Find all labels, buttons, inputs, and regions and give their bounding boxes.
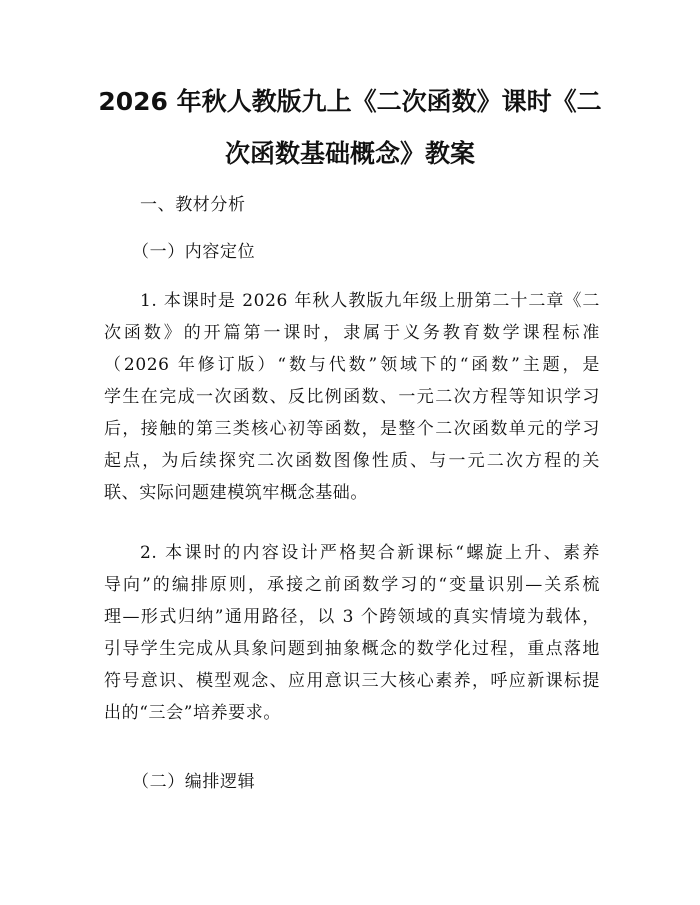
paragraph-line: 导向”的编排原则，承接之前函数学习的“变量识别—关系梳 xyxy=(104,575,600,595)
paragraph-line: 后，接触的第三类核心初等函数，是整个二次函数单元的学习 xyxy=(104,419,600,439)
section-heading-textbook-analysis: 一、教材分析 xyxy=(140,195,246,215)
document-title-line-1: 2026 年秋人教版九上《二次函数》课时《二 xyxy=(98,87,602,116)
subsection-heading-arrangement-logic: （二）编排逻辑 xyxy=(132,772,256,792)
subsection-heading-content-positioning: （一）内容定位 xyxy=(132,242,256,262)
paragraph-line: （2026 年修订版）“数与代数”领域下的“函数”主题，是 xyxy=(104,355,600,375)
paragraph-line: 引导学生完成从具象问题到抽象概念的数学化过程，重点落地 xyxy=(104,639,600,659)
paragraph-line: 起点，为后续探究二次函数图像性质、与一元二次方程的关 xyxy=(104,451,600,471)
paragraph-line: 1. 本课时是 2026 年秋人教版九年级上册第二十二章《二 xyxy=(140,291,600,311)
paragraph-line: 符号意识、模型观念、应用意识三大核心素养，呼应新课标提 xyxy=(104,671,600,691)
paragraph-line: 学生在完成一次函数、反比例函数、一元二次方程等知识学习 xyxy=(104,387,600,407)
paragraph-line: 理—形式归纳”通用路径，以 3 个跨领域的真实情境为载体， xyxy=(104,607,600,627)
paragraph-line: 出的“三会”培养要求。 xyxy=(104,703,281,723)
paragraph-line: 次函数》的开篇第一课时，隶属于义务教育数学课程标准 xyxy=(104,323,600,343)
paragraph-line: 2. 本课时的内容设计严格契合新课标“螺旋上升、素养 xyxy=(140,543,600,563)
document-title-line-2: 次函数基础概念》教案 xyxy=(224,139,475,168)
paragraph-line: 联、实际问题建模筑牢概念基础。 xyxy=(104,483,368,503)
